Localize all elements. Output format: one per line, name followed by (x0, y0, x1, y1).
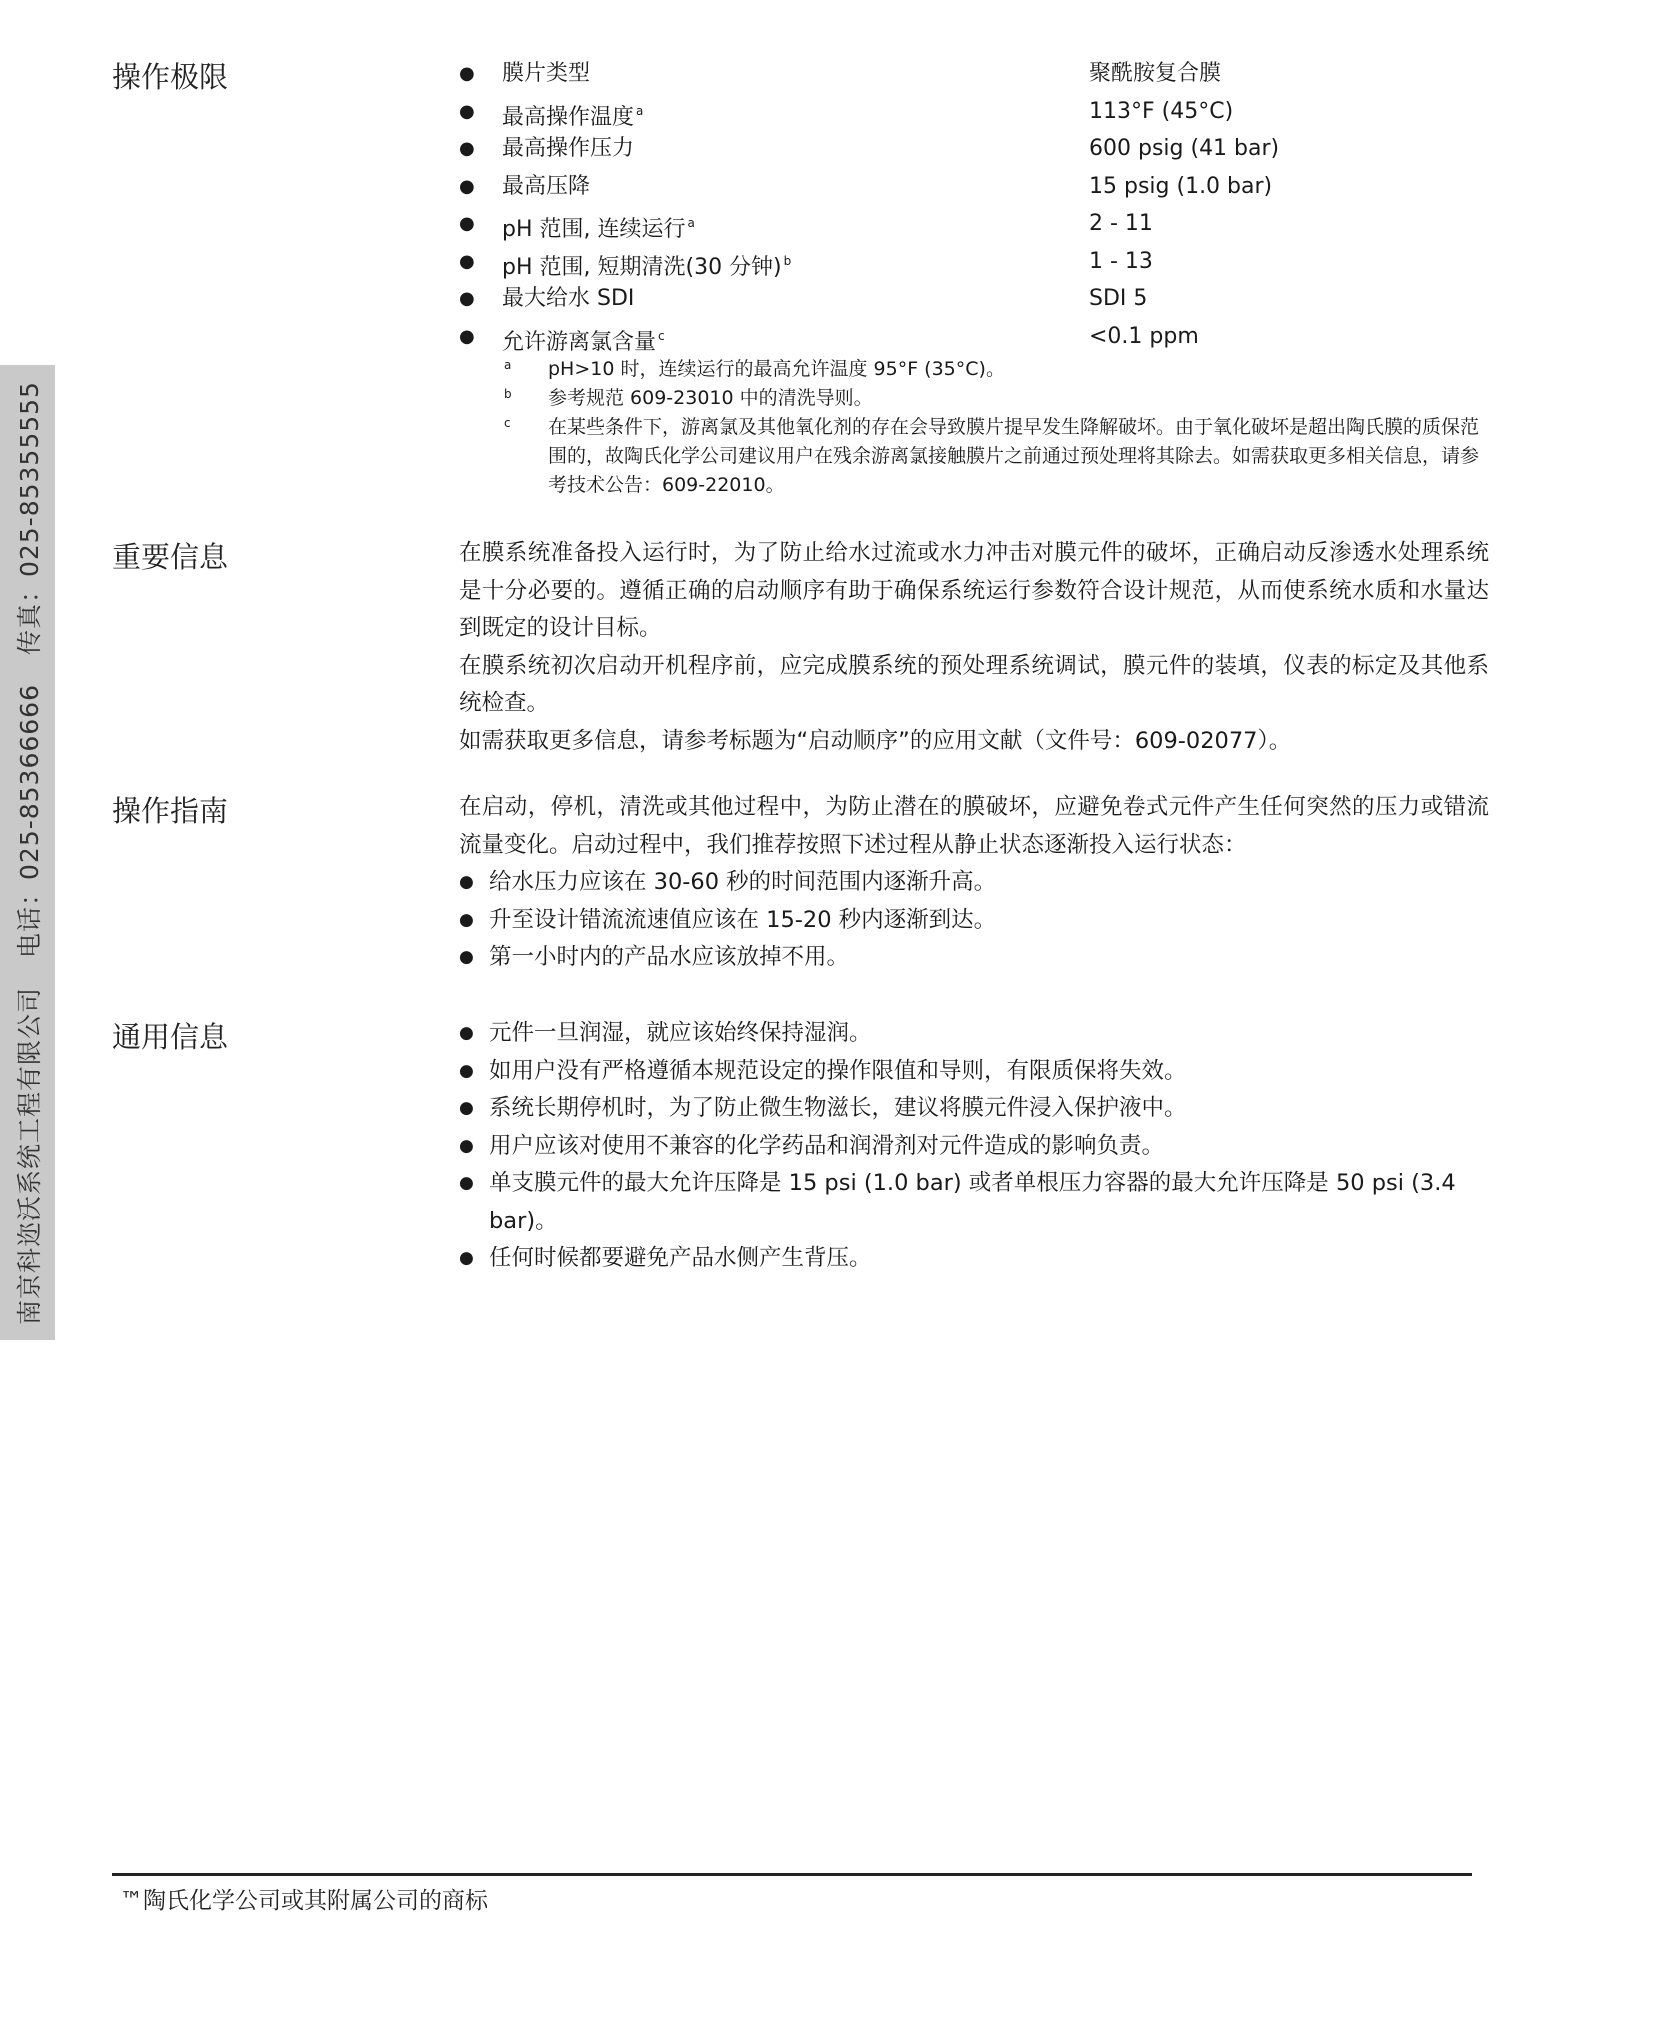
list-item-text: 给水压力应该在 30-60 秒的时间范围内逐渐升高。 (489, 869, 997, 895)
section-heading: 操作指南 (112, 794, 229, 828)
spec-value: 113°F (45°C) (1089, 98, 1234, 124)
spec-label: 最高压降 (502, 173, 591, 199)
footnote-ref: c (658, 328, 665, 343)
spec-value: 聚酰胺复合膜 (1089, 61, 1222, 86)
list-item-text: 系统长期停机时，为了防止微生物滋长，建议将膜元件浸入保护液中。 (489, 1095, 1187, 1121)
bullet-icon: ● (459, 138, 475, 159)
bullet-icon: ● (459, 1248, 474, 1268)
section-heading: 操作极限 (112, 60, 229, 94)
bullet-icon: ● (459, 63, 475, 84)
company-name: 南京科迩沃系统工程有限公司 (14, 986, 44, 1325)
bullet-icon: ● (459, 213, 475, 234)
bullet-icon: ● (459, 872, 474, 892)
footnotes (500, 355, 1490, 500)
paragraph-block (459, 535, 1489, 760)
spec-row (459, 280, 1519, 318)
footnote (500, 355, 1490, 384)
list-item-text: 如用户没有严格遵循本规范设定的操作限值和导则，有限质保将失效。 (489, 1057, 1187, 1084)
list-item (459, 902, 1489, 940)
paragraph: 在膜系统初次启动开机程序前，应完成膜系统的预处理系统调试，膜元件的装填，仪表的标定及其他系统检查。 (459, 652, 1489, 716)
spec-row (459, 205, 1519, 243)
footnote-text: pH>10 时，连续运行的最高允许温度 95°F (35°C)。 (548, 358, 1005, 380)
spec-label: 允许游离氯含量 (502, 329, 657, 355)
list-item (459, 864, 1489, 902)
spec-label: pH 范围, 连续运行 (502, 217, 686, 242)
list-item (459, 1015, 1489, 1053)
spec-row (459, 130, 1519, 168)
contact-sidebar (0, 365, 55, 1340)
footnote (500, 413, 1490, 500)
spec-value: 15 psig (1.0 bar) (1089, 173, 1273, 199)
spec-value: <0.1 ppm (1089, 323, 1199, 349)
footnote-mark: a (504, 358, 512, 372)
spec-list (459, 55, 1519, 355)
list-item-text: 单支膜元件的最大允许压降是 15 psi (1.0 bar) 或者单根压力容器的最大允许压降是 50 psi (3.4 bar)。 (489, 1170, 1456, 1234)
footnote-mark: b (504, 387, 512, 401)
paragraph: 如需获取更多信息，请参考标题为“启动顺序”的应用文献（文件号：609-02077）。 (459, 727, 1292, 754)
list-item (459, 1090, 1489, 1128)
list-item (459, 1053, 1489, 1091)
list-item (459, 1128, 1489, 1166)
spec-label: 最大给水 SDI (502, 286, 635, 311)
spec-row (459, 318, 1519, 356)
paragraph: 在膜系统准备投入运行时，为了防止给水过流或水力冲击对膜元件的破坏，正确启动反渗透水处理系统是十分必要的。遵循正确的启动顺序有助于确保系统运行参数符合设计规范，从而使系统水质和水量达到既定的设计目标。 (459, 540, 1489, 641)
spec-row (459, 243, 1519, 281)
footnote (500, 384, 1490, 413)
bullet-icon: ● (459, 1060, 474, 1081)
bullet-icon: ● (459, 947, 474, 967)
list-item-text: 升至设计错流流速值应该在 15-20 秒内逐渐到达。 (489, 906, 997, 933)
bullet-icon: ● (459, 325, 475, 347)
spec-label: pH 范围, 短期清洗(30 分钟) (502, 254, 782, 280)
trademark-note: ™陶氏化学公司或其附属公司的商标 (120, 1888, 488, 1914)
bullet-icon: ● (459, 1098, 474, 1118)
spec-label: 最高操作温度 (502, 104, 635, 130)
bullet-list (459, 1015, 1489, 1278)
list-item (459, 1240, 1489, 1278)
spec-value: SDI 5 (1089, 286, 1148, 311)
spec-value: 2 - 11 (1089, 211, 1153, 236)
spec-label: 最高操作压力 (502, 136, 635, 161)
footnote-ref: a (687, 216, 695, 230)
spec-value: 600 psig (41 bar) (1089, 136, 1280, 161)
bullet-icon: ● (459, 175, 475, 197)
footnote-text: 在某些条件下，游离氯及其他氧化剂的存在会导致膜片提早发生降解破坏。由于氧化破坏是超出陶氏膜的质保范围的，故陶氏化学公司建议用户在残余游离氯接触膜片之前通过预处理将其除去。如需获取更多相关信息，请参考技术公告：609-22010。 (548, 416, 1480, 496)
paragraph-block (459, 789, 1489, 977)
bullet-icon: ● (459, 909, 474, 930)
spec-value: 1 - 13 (1089, 248, 1153, 274)
bullet-icon: ● (459, 1173, 474, 1193)
footnote-mark: c (504, 416, 511, 430)
list-item-text: 用户应该对使用不兼容的化学药品和润滑剂对元件造成的影响负责。 (489, 1132, 1165, 1159)
fax-number: 传真：025-85355555 (14, 380, 44, 655)
footnote-ref: b (783, 253, 792, 268)
bullet-icon: ● (459, 288, 475, 309)
list-item (459, 1165, 1489, 1240)
spec-row (459, 93, 1519, 131)
footnote-ref: a (636, 103, 644, 118)
spec-row (459, 55, 1519, 93)
bullet-icon: ● (459, 1023, 474, 1043)
paragraph: 在启动，停机，清洗或其他过程中，为防止潜在的膜破坏，应避免卷式元件产生任何突然的压力或错流流量变化。启动过程中，我们推荐按照下述过程从静止状态逐渐投入运行状态： (459, 794, 1489, 858)
spec-row (459, 168, 1519, 206)
spec-label: 膜片类型 (502, 61, 591, 86)
list-item-text: 第一小时内的产品水应该放掉不用。 (489, 944, 850, 970)
section-heading: 重要信息 (112, 540, 229, 574)
contact-sidebar-text (10, 371, 46, 1335)
footer-divider (112, 1873, 1472, 1876)
phone-number: 电话：025-85366666 (14, 683, 44, 958)
bullet-icon: ● (459, 250, 475, 272)
list-item (459, 939, 1489, 977)
bullet-icon: ● (459, 1135, 474, 1156)
list-item-text: 任何时候都要避免产品水侧产生背压。 (489, 1245, 872, 1271)
list-item-text: 元件一旦润湿，就应该始终保持湿润。 (489, 1020, 872, 1046)
section-heading: 通用信息 (112, 1020, 229, 1054)
footnote-text: 参考规范 609-23010 中的清洗导则。 (548, 387, 873, 409)
bullet-icon: ● (459, 100, 475, 122)
